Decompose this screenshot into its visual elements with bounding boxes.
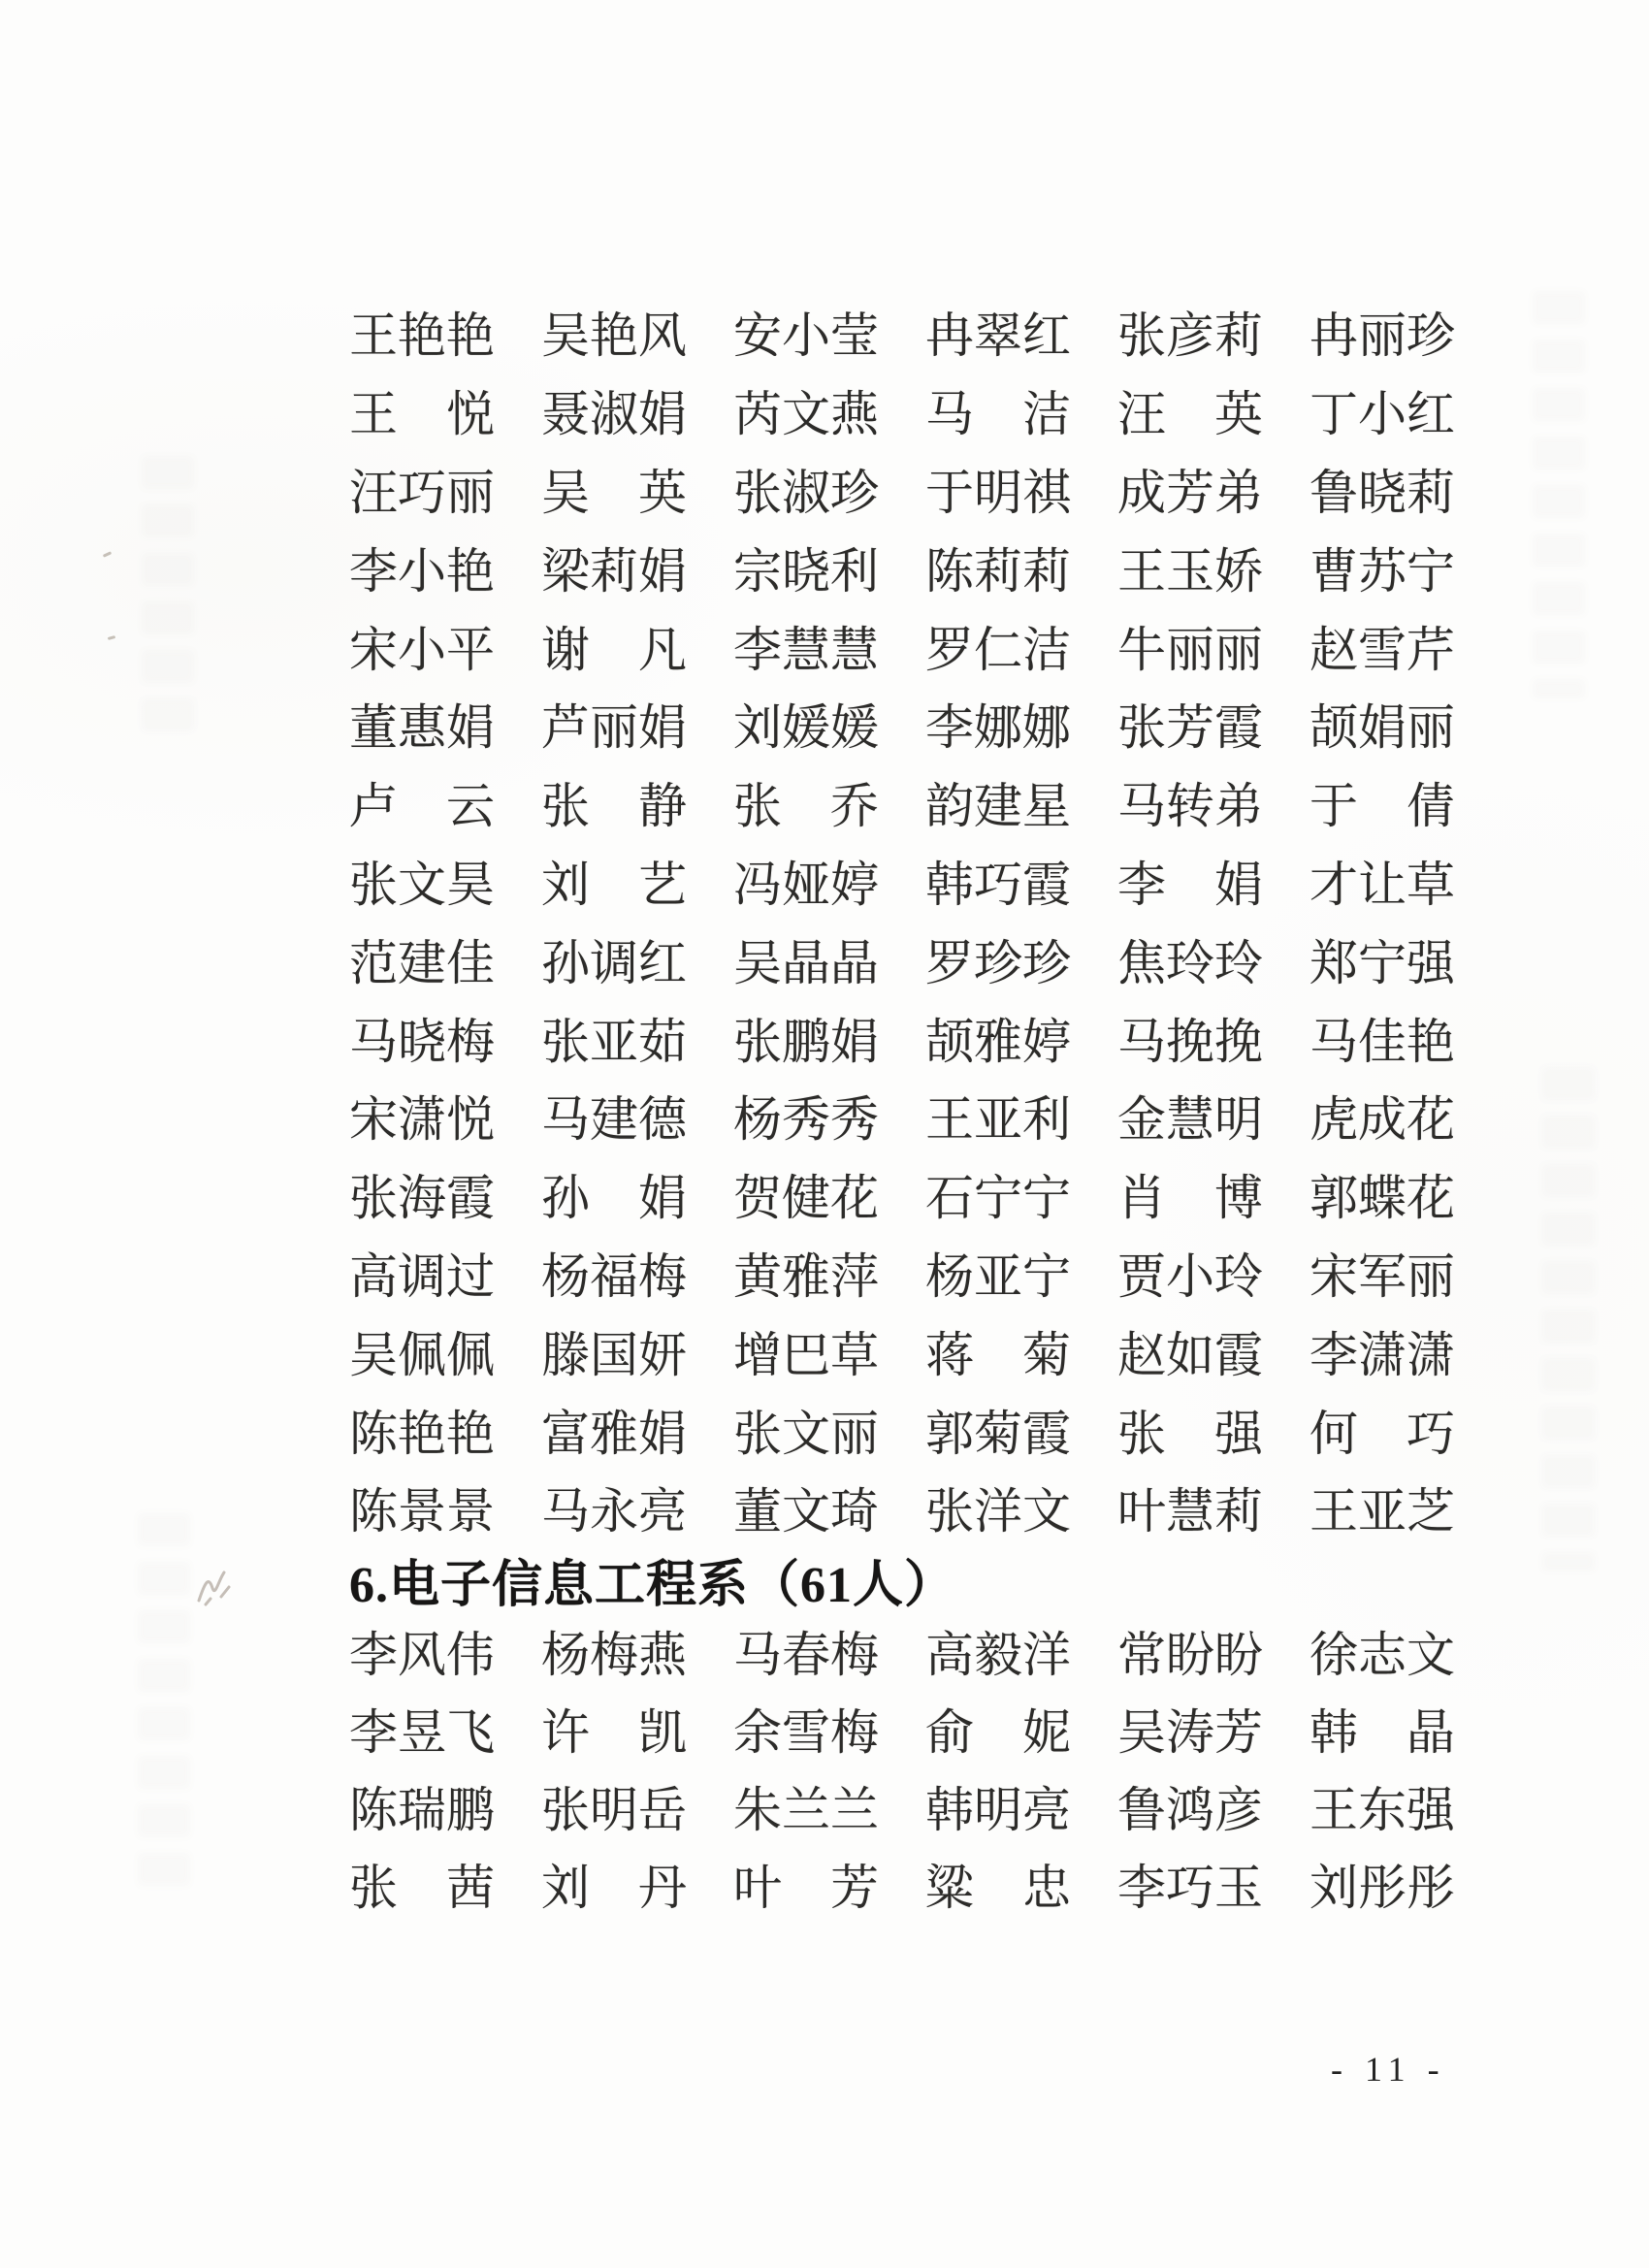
student-name: 张 强 — [1117, 1406, 1263, 1461]
student-name: 张文昊 — [349, 857, 495, 912]
student-name: 刘媛媛 — [733, 700, 879, 756]
name-row — [349, 1849, 1502, 1927]
student-name: 韩明亮 — [925, 1783, 1071, 1837]
student-name: 于 倩 — [1310, 779, 1455, 834]
student-name: 王亚芝 — [1310, 1484, 1455, 1539]
name-row — [349, 1238, 1502, 1316]
student-name: 马 洁 — [925, 387, 1071, 442]
ink-bleed-ghost — [1542, 1067, 1595, 1571]
section-header: 6.电子信息工程系（61人） — [349, 1558, 956, 1613]
student-name: 汪 英 — [1117, 387, 1263, 442]
student-name: 赵如霞 — [1117, 1327, 1263, 1382]
student-name: 芮文燕 — [733, 387, 879, 442]
name-row — [349, 1694, 1502, 1771]
student-name: 贾小玲 — [1117, 1248, 1263, 1304]
student-name: 鲁鸿彦 — [1117, 1783, 1263, 1837]
student-name: 杨梅燕 — [541, 1628, 687, 1682]
student-name: 石宁宁 — [925, 1171, 1071, 1226]
name-row — [349, 767, 1502, 846]
student-name: 郭菊霞 — [925, 1406, 1071, 1461]
student-name: 王亚利 — [925, 1092, 1071, 1148]
student-name: 增巴草 — [733, 1327, 879, 1382]
student-name: 余雪梅 — [733, 1705, 879, 1760]
student-name: 王艳艳 — [349, 308, 495, 364]
student-name: 成芳弟 — [1117, 465, 1263, 520]
student-name: 李潇潇 — [1310, 1327, 1455, 1382]
student-name: 牛丽丽 — [1117, 622, 1263, 677]
student-name: 范建佳 — [349, 935, 495, 990]
name-list-before-header — [349, 297, 1502, 1551]
student-name: 陈艳艳 — [349, 1406, 495, 1461]
student-name: 李娜娜 — [925, 700, 1071, 756]
name-row — [349, 1159, 1502, 1238]
student-name: 叶 芳 — [733, 1861, 879, 1915]
student-name: 董文琦 — [733, 1484, 879, 1539]
student-name: 郭蝶花 — [1310, 1171, 1455, 1226]
name-row — [349, 923, 1502, 1002]
student-name: 杨亚宁 — [925, 1248, 1071, 1304]
student-name: 颉娟丽 — [1310, 700, 1455, 756]
student-name: 张淑珍 — [733, 465, 879, 520]
student-name: 李小艳 — [349, 543, 495, 599]
student-name: 冯娅婷 — [733, 857, 879, 912]
name-row — [349, 1616, 1502, 1694]
student-name: 张 静 — [541, 779, 687, 834]
student-name: 肖 博 — [1117, 1171, 1263, 1226]
student-name: 陈瑞鹏 — [349, 1783, 495, 1837]
student-name: 马春梅 — [733, 1628, 879, 1682]
scan-speck — [103, 551, 112, 558]
student-name: 丁小红 — [1310, 387, 1455, 442]
student-name: 吴 英 — [541, 465, 687, 520]
student-name: 贺健花 — [733, 1171, 879, 1226]
name-list-after-header — [349, 1616, 1502, 1927]
student-name: 罗珍珍 — [925, 935, 1071, 990]
student-name: 叶慧莉 — [1117, 1484, 1263, 1539]
student-name: 张洋文 — [925, 1484, 1071, 1539]
student-name: 富雅娟 — [541, 1406, 687, 1461]
pencil-mark-icon — [194, 1562, 250, 1612]
student-name: 张海霞 — [349, 1171, 495, 1226]
student-name: 王东强 — [1310, 1783, 1455, 1837]
student-name: 何 巧 — [1310, 1406, 1455, 1461]
student-name: 刘彤彤 — [1310, 1861, 1455, 1915]
name-row — [349, 689, 1502, 767]
student-name: 郑宁强 — [1310, 935, 1455, 990]
student-name: 许 凯 — [541, 1705, 687, 1760]
name-row — [349, 1315, 1502, 1394]
student-name: 董惠娟 — [349, 700, 495, 756]
student-name: 于明祺 — [925, 465, 1071, 520]
student-name: 宋潇悦 — [349, 1092, 495, 1148]
name-row — [349, 846, 1502, 924]
student-name: 张文丽 — [733, 1406, 879, 1461]
student-name: 安小莹 — [733, 308, 879, 364]
student-name: 李 娟 — [1117, 857, 1263, 912]
student-name: 杨秀秀 — [733, 1092, 879, 1148]
student-name: 常盼盼 — [1117, 1628, 1263, 1682]
name-row — [349, 375, 1502, 454]
student-name: 张 乔 — [733, 779, 879, 834]
student-name: 高毅洋 — [925, 1628, 1071, 1682]
scan-speck — [108, 635, 116, 640]
student-name: 张芳霞 — [1117, 700, 1263, 756]
student-name: 李昱飞 — [349, 1705, 495, 1760]
student-name: 罗仁洁 — [925, 622, 1071, 677]
student-name: 孙 娟 — [541, 1171, 687, 1226]
name-row — [349, 1771, 1502, 1849]
student-name: 孙调红 — [541, 935, 687, 990]
name-row — [349, 1473, 1502, 1551]
name-row — [349, 297, 1502, 375]
student-name: 芦丽娟 — [541, 700, 687, 756]
student-name: 朱兰兰 — [733, 1783, 879, 1837]
student-name: 鲁晓莉 — [1310, 465, 1455, 520]
student-name: 宋小平 — [349, 622, 495, 677]
student-name: 汪巧丽 — [349, 465, 495, 520]
student-name: 滕国妍 — [541, 1327, 687, 1382]
student-name: 才让草 — [1310, 857, 1455, 912]
student-name: 徐志文 — [1310, 1628, 1455, 1682]
name-row — [349, 532, 1502, 610]
student-name: 宋军丽 — [1310, 1248, 1455, 1304]
student-name: 吴佩佩 — [349, 1327, 495, 1382]
student-name: 谢 凡 — [541, 622, 687, 677]
ink-bleed-ghost — [1533, 291, 1585, 698]
student-name: 卢 云 — [349, 779, 495, 834]
ink-bleed-ghost — [138, 1513, 190, 1901]
student-name: 吴晶晶 — [733, 935, 879, 990]
student-name: 马永亮 — [541, 1484, 687, 1539]
student-name: 黄雅萍 — [733, 1248, 879, 1304]
student-name: 梁莉娟 — [541, 543, 687, 599]
student-name: 赵雪芹 — [1310, 622, 1455, 677]
student-name: 王 悦 — [349, 387, 495, 442]
student-name: 金慧明 — [1117, 1092, 1263, 1148]
student-name: 李慧慧 — [733, 622, 879, 677]
student-name: 俞 妮 — [925, 1705, 1071, 1760]
name-row — [349, 610, 1502, 689]
student-name: 韵建星 — [925, 779, 1071, 834]
student-name: 曹苏宁 — [1310, 543, 1455, 599]
student-name: 韩巧霞 — [925, 857, 1071, 912]
ink-bleed-ghost — [142, 456, 194, 747]
student-name: 马转弟 — [1117, 779, 1263, 834]
student-name: 李风伟 — [349, 1628, 495, 1682]
student-name: 陈莉莉 — [925, 543, 1071, 599]
student-name: 张鹏娟 — [733, 1014, 879, 1069]
student-name: 杨福梅 — [541, 1248, 687, 1304]
student-name: 颉雅婷 — [925, 1014, 1071, 1069]
student-name: 冉丽珍 — [1310, 308, 1455, 364]
student-name: 聂淑娟 — [541, 387, 687, 442]
student-name: 吴涛芳 — [1117, 1705, 1263, 1760]
name-row — [349, 1002, 1502, 1081]
student-name: 马佳艳 — [1310, 1014, 1455, 1069]
student-name: 刘 艺 — [541, 857, 687, 912]
name-row — [349, 1394, 1502, 1473]
student-name: 高调过 — [349, 1248, 495, 1304]
student-name: 陈景景 — [349, 1484, 495, 1539]
student-name: 蒋 菊 — [925, 1327, 1071, 1382]
student-name: 刘 丹 — [541, 1861, 687, 1915]
page-number: - 11 - — [1331, 2050, 1446, 2089]
student-name: 粱 忠 — [925, 1861, 1071, 1915]
student-name: 马晓梅 — [349, 1014, 495, 1069]
student-name: 马建德 — [541, 1092, 687, 1148]
student-name: 张明岳 — [541, 1783, 687, 1837]
name-row — [349, 1081, 1502, 1159]
name-row — [349, 454, 1502, 533]
student-name: 张彦莉 — [1117, 308, 1263, 364]
student-name: 冉翠红 — [925, 308, 1071, 364]
student-name: 宗晓利 — [733, 543, 879, 599]
student-name: 王玉娇 — [1117, 543, 1263, 599]
student-name: 吴艳风 — [541, 308, 687, 364]
student-name: 韩 晶 — [1310, 1705, 1455, 1760]
student-name: 虎成花 — [1310, 1092, 1455, 1148]
student-name: 李巧玉 — [1117, 1861, 1263, 1915]
student-name: 张 茜 — [349, 1861, 495, 1915]
student-name: 张亚茹 — [541, 1014, 687, 1069]
student-name: 马挽挽 — [1117, 1014, 1263, 1069]
student-name: 焦玲玲 — [1117, 935, 1263, 990]
